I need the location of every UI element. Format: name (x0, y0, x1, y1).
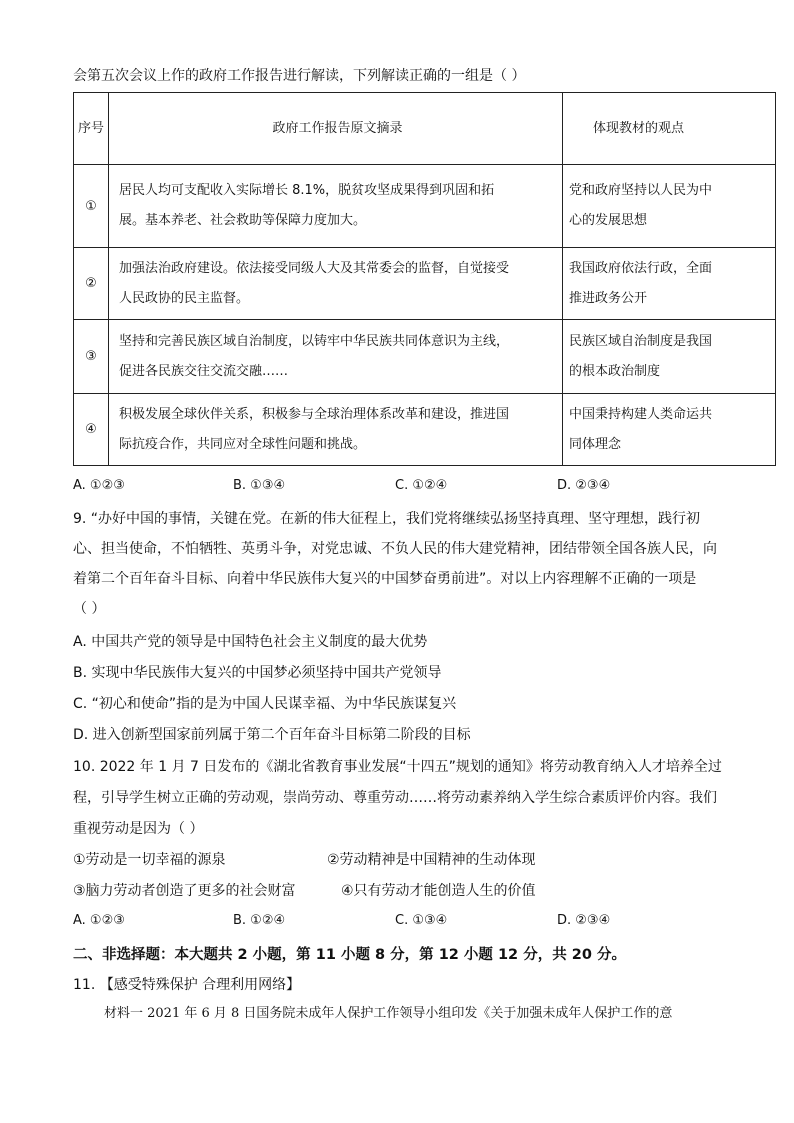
q10-line-3: 重视劳动是因为（ ） (73, 821, 204, 837)
q11-title: 11. 【感受特殊保护 合理利用网络】 (73, 977, 301, 993)
q10-option-a[interactable]: A. ①②③ (73, 913, 125, 928)
header-excerpt: 政府工作报告原文摘录 (109, 93, 563, 165)
header-view: 体现教材的观点 (563, 93, 776, 165)
row-excerpt: 坚持和完善民族区域自治制度，以铸牢中华民族共同体意识为主线， 促进各民族交往交流交融…… (109, 320, 563, 394)
q10-line-2: 程，引导学生树立正确的劳动观，崇尚劳动、尊重劳动……将劳动素养纳入学生综合素质评价内容。我们 (73, 790, 717, 806)
q10-statement-3: ③脑力劳动者创造了更多的社会财富 (73, 883, 296, 899)
q9-line-4: （ ） (73, 601, 106, 617)
row-view: 民族区域自治制度是我国 的根本政治制度 (563, 320, 776, 394)
q10-statement-2: ②劳动精神是中国精神的生动体现 (327, 852, 536, 868)
table-row (74, 320, 776, 394)
row-number: ② (74, 248, 109, 320)
table-header-row (74, 93, 776, 165)
row-excerpt: 积极发展全球伙伴关系，积极参与全球治理体系改革和建设，推进国 际抗疫合作，共同应对全球性问题和挑战。 (109, 394, 563, 466)
q8-options (73, 478, 723, 498)
section-two-heading: 二、非选择题：本大题共 2 小题，第 11 小题 8 分，第 12 小题 12 分，共 20 分。 (73, 947, 626, 963)
q9-option-d[interactable]: D. 进入创新型国家前列属于第二个百年奋斗目标第二阶段的目标 (73, 727, 471, 743)
q10-option-c[interactable]: C. ①③④ (395, 913, 448, 928)
q10-line-1: 10. 2022 年 1 月 7 日发布的《湖北省教育事业发展“十四五”规划的通知》将劳动教育纳入人才培养全过 (73, 759, 722, 775)
q10-options (73, 913, 723, 933)
header-no: 序号 (74, 93, 109, 165)
row-excerpt: 加强法治政府建设。依法接受同级人大及其常委会的监督，自觉接受 人民政协的民主监督。 (109, 248, 563, 320)
q8-option-a[interactable]: A. ①②③ (73, 478, 125, 493)
q10-option-b[interactable]: B. ①②④ (233, 913, 286, 928)
row-excerpt: 居民人均可支配收入实际增长 8.1%，脱贫攻坚成果得到巩固和拓 展。基本养老、社会救助等保障力度加大。 (109, 165, 563, 248)
q10-statement-1: ①劳动是一切幸福的源泉 (73, 852, 226, 868)
q9-option-b[interactable]: B. 实现中华民族伟大复兴的中国梦必须坚持中国共产党领导 (73, 665, 442, 681)
row-view: 党和政府坚持以人民为中 心的发展思想 (563, 165, 776, 248)
q9-option-a[interactable]: A. 中国共产党的领导是中国特色社会主义制度的最大优势 (73, 634, 428, 650)
table-row (74, 394, 776, 466)
q10-option-d[interactable]: D. ②③④ (557, 913, 611, 928)
q11-material-one: 材料一 2021 年 6 月 8 日国务院未成年人保护工作领导小组印发《关于加强未成年人保护工作的意 (104, 1006, 673, 1021)
q8-option-c[interactable]: C. ①②④ (395, 478, 448, 493)
q8-table (73, 92, 776, 466)
row-number: ③ (74, 320, 109, 394)
table-row (74, 248, 776, 320)
q10-statement-4: ④只有劳动才能创造人生的价值 (341, 883, 536, 899)
row-number: ④ (74, 394, 109, 466)
q8-option-d[interactable]: D. ②③④ (557, 478, 611, 493)
q9-option-c[interactable]: C. “初心和使命”指的是为中国人民谋幸福、为中华民族谋复兴 (73, 696, 457, 712)
q9-line-1: 9. “办好中国的事情，关键在党。在新的伟大征程上，我们党将继续弘扬坚持真理、坚守理想，践行初 (73, 511, 701, 527)
row-view: 我国政府依法行政，全面 推进政务公开 (563, 248, 776, 320)
table-row (74, 165, 776, 248)
q9-line-3: 着第二个百年奋斗目标、向着中华民族伟大复兴的中国梦奋勇前进”。对以上内容理解不正确的一项是 (73, 571, 697, 587)
q8-stem-tail: 会第五次会议上作的政府工作报告进行解读，下列解读正确的一组是（ ） (73, 68, 526, 84)
row-view: 中国秉持构建人类命运共 同体理念 (563, 394, 776, 466)
q8-option-b[interactable]: B. ①③④ (233, 478, 286, 493)
row-number: ① (74, 165, 109, 248)
q9-line-2: 心、担当使命，不怕牺牲、英勇斗争，对党忠诚、不负人民的伟大建党精神，团结带领全国各族人民，向 (73, 541, 717, 557)
